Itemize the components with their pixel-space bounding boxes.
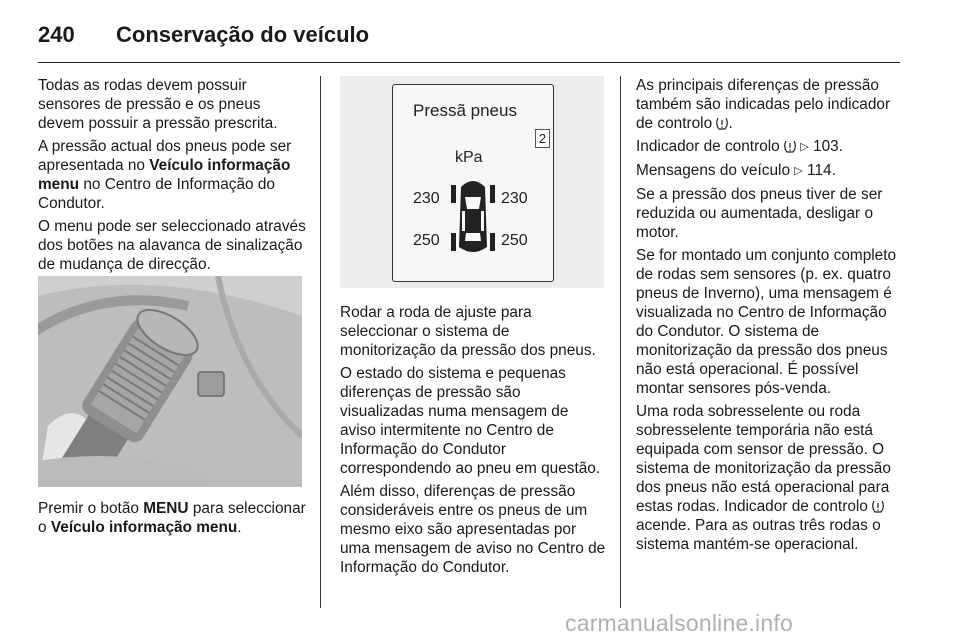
tyre-pressure-icon [784, 140, 796, 153]
text: . [237, 519, 242, 536]
text: para seleccionar o [38, 500, 306, 536]
page-number: 240 [38, 22, 75, 47]
page-indicator: 2 [535, 129, 550, 148]
text: acende. Para as outras três rodas o sistema mantém-se operacional. [636, 517, 881, 553]
text: As principais diferenças de pressão também são indicadas pelo indicador de controlo [636, 77, 891, 132]
lever-drawing [38, 276, 302, 487]
page-title: Conservação do veículo [116, 22, 370, 47]
tyre-pressure-icon [872, 500, 884, 513]
page-header [38, 22, 900, 63]
text: Premir o botão [38, 500, 144, 517]
triangle-ref-icon: ▷ [794, 165, 803, 177]
text: Uma roda sobresselente ou roda sobresselente temporária não está equipada com sensor de pressão. O sistema de monitorização da pressão dos pneus não está operacional para estas rodas. Indicador de controlo [636, 403, 891, 515]
info-display-screen [392, 84, 554, 282]
text: Se a pressão dos pneus tiver de ser reduzida ou aumentada, desligar o motor. [636, 186, 883, 241]
paragraph [340, 303, 608, 360]
column-2 [340, 303, 608, 581]
column-divider [620, 76, 621, 608]
display-title: Pressã pneus [413, 101, 517, 120]
paragraph [340, 482, 608, 577]
menu-term: Veículo informação menu [50, 519, 238, 536]
car-top-view-icon [451, 177, 495, 257]
paragraph [636, 76, 906, 133]
paragraph [636, 185, 906, 242]
triangle-ref-icon: ▷ [800, 141, 809, 153]
text: Se for montado um conjunto completo de rodas sem sensores (p. ex. quatro pneus de Inverno), uma mensagem é visualizada no Centro de Informação do Condutor. O sistema de monitorização da pressão dos pneus não está operacional. É possível montar sensores pós-venda. [636, 247, 897, 397]
watermark: carmanualsonline.info [565, 610, 793, 636]
turn-signal-lever-illustration [38, 276, 302, 487]
text: O menu pode ser seleccionado através dos botões na alavanca de sinalização de mudança de direcção. [38, 218, 306, 273]
menu-term: Veículo informação menu [38, 157, 291, 193]
text: no Centro de Informação do Condutor. [38, 176, 275, 212]
text: A pressão actual dos pneus pode ser apresentada no [38, 138, 292, 174]
tyre-pressure-display-figure [340, 76, 604, 288]
tyre-pressure-icon [716, 117, 728, 130]
text: Todas as rodas devem possuir sensores de pressão e os pneus devem possuir a pressão prescrita. [38, 77, 278, 132]
column-1 [38, 76, 306, 278]
paragraph [38, 217, 306, 274]
pressure-unit: kPa [455, 149, 483, 166]
text: Rodar a roda de ajuste para seleccionar o sistema de monitorização da pressão dos pneus. [340, 304, 596, 359]
paragraph [340, 364, 608, 478]
rear-left-pressure: 250 [413, 232, 440, 249]
column-3 [636, 76, 906, 558]
page-reference[interactable]: 114. [807, 162, 836, 179]
paragraph [636, 402, 906, 554]
text: Indicador de controlo [636, 138, 785, 155]
paragraph [38, 137, 306, 213]
page-reference[interactable]: 103. [813, 138, 844, 155]
column-divider [320, 76, 321, 608]
paragraph [38, 76, 306, 133]
rear-right-pressure: 250 [501, 232, 528, 249]
paragraph [636, 246, 906, 398]
text: O estado do sistema e pequenas diferenças de pressão são visualizadas numa mensagem de aviso intermitente no Centro de Informação do Condutor correspondendo ao pneu em questão. [340, 365, 601, 477]
text: Mensagens do veículo [636, 162, 795, 179]
paragraph [636, 137, 906, 157]
menu-button-term: MENU [143, 500, 189, 517]
paragraph [38, 499, 306, 537]
front-left-pressure: 230 [413, 190, 440, 207]
text: Além disso, diferenças de pressão consideráveis entre os pneus de um mesmo eixo são apresentadas por uma mensagem de aviso no Centro de Informação do Condutor. [340, 483, 606, 576]
text: . [728, 115, 733, 132]
column-1-bottom [38, 499, 306, 541]
paragraph [636, 161, 906, 181]
front-right-pressure: 230 [501, 190, 528, 207]
